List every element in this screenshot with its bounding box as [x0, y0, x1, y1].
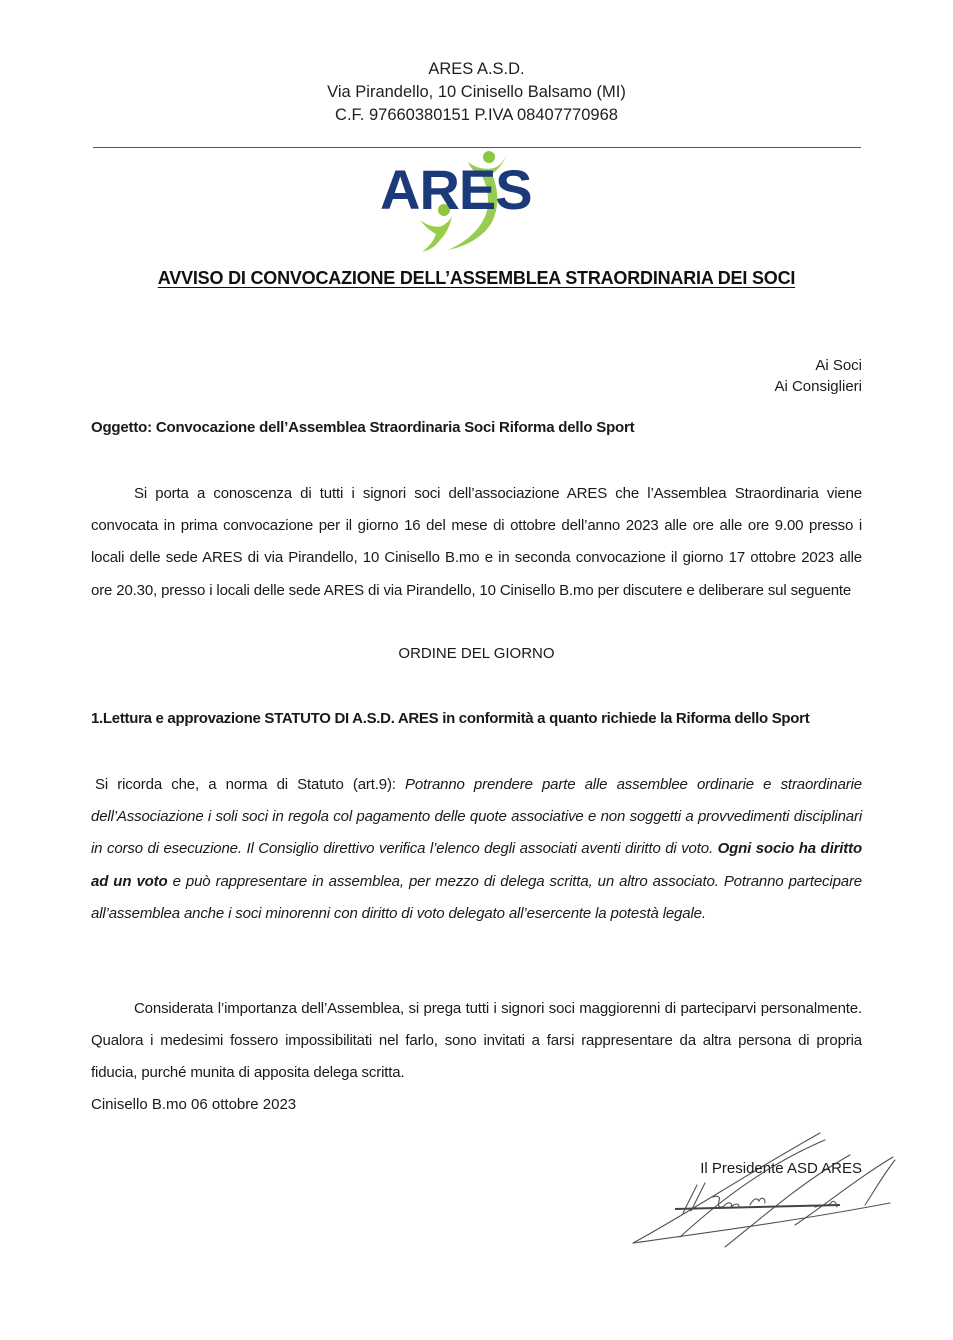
ares-logo: [376, 148, 556, 258]
signature-label: Il Presidente ASD ARES: [700, 1160, 862, 1177]
statute-quote-emphasis: Ogni socio ha diritto ad un voto: [91, 840, 862, 890]
recipient-consiglieri: Ai Consiglieri: [774, 378, 862, 395]
document-title: AVVISO DI CONVOCAZIONE DELL’ASSEMBLEA STRAORDINARIA DEI SOCI: [157, 268, 796, 288]
statute-reference: Si ricorda che, a norma di Statuto (art.9):: [95, 776, 406, 793]
convocation-paragraph: Si porta a conoscenza di tutti i signori soci dell’associazione ARES che l’Assemblea Straordinaria viene convocata in prima convocazione per il giorno 16 del mese di ottobre dell’anno 2023 alle ore alle ore 9.00 presso i locali delle sede ARES di via Pirandello, 10 Cinisello B.mo e in seconda convocazione il giorno 17 ottobre 2023 alle ore 20.30, presso i locali delle sede ARES di via Pirandello, 10 Cinisello B.mo per discutere e deliberare sul seguente: [91, 485, 862, 599]
org-name: ARES A.S.D.: [428, 60, 525, 78]
place-date: Cinisello B.mo 06 ottobre 2023: [91, 1096, 297, 1113]
agenda-heading: ORDINE DEL GIORNO: [398, 645, 555, 662]
participation-paragraph: Considerata l’importanza dell’Assemblea, si prega tutti i signori soci maggiorenni di parteciparvi personalmente. Qualora i medesimi fossero impossibilitati nel farlo, sono invitati a farsi rappresentare da altra persona di propria fiducia, purché munita di apposita delega scritta.: [91, 1000, 862, 1082]
statute-paragraph: [91, 769, 862, 930]
agenda-item: 1.Lettura e approvazione STATUTO DI A.S.D. ARES in conformità a quanto richiede la Riforma dello Sport: [91, 710, 810, 727]
subject-line: Oggetto: Convocazione dell’Assemblea Straordinaria Soci Riforma dello Sport: [91, 419, 635, 436]
recipient-soci: Ai Soci: [815, 357, 862, 374]
letterhead: [0, 58, 953, 127]
org-tax-ids: C.F. 97660380151 P.IVA 08407770968: [335, 106, 618, 124]
statute-quote-part-1: Potranno prendere parte alle assemblee ordinarie e straordinarie dell’Associazione i soli soci in regola col pagamento delle quote associative e non soggetti a provvedimenti disciplinari in corso di esecuzione. Il Consiglio direttivo verifica l’elenco degli associati aventi diritto di voto.: [91, 776, 862, 858]
org-address: Via Pirandello, 10 Cinisello Balsamo (MI): [327, 83, 626, 101]
handwritten-signature-icon: [625, 1125, 905, 1255]
logo-wordmark: ARES: [380, 158, 532, 221]
recipients: [774, 355, 862, 397]
statute-quote-part-2: e può rappresentare in assemblea, per mezzo di delega scritta, un altro associato. Potranno partecipare all’assemblea anche i soci minorenni con diritto di voto delegato all’esercente la potestà legale.: [91, 872, 862, 922]
